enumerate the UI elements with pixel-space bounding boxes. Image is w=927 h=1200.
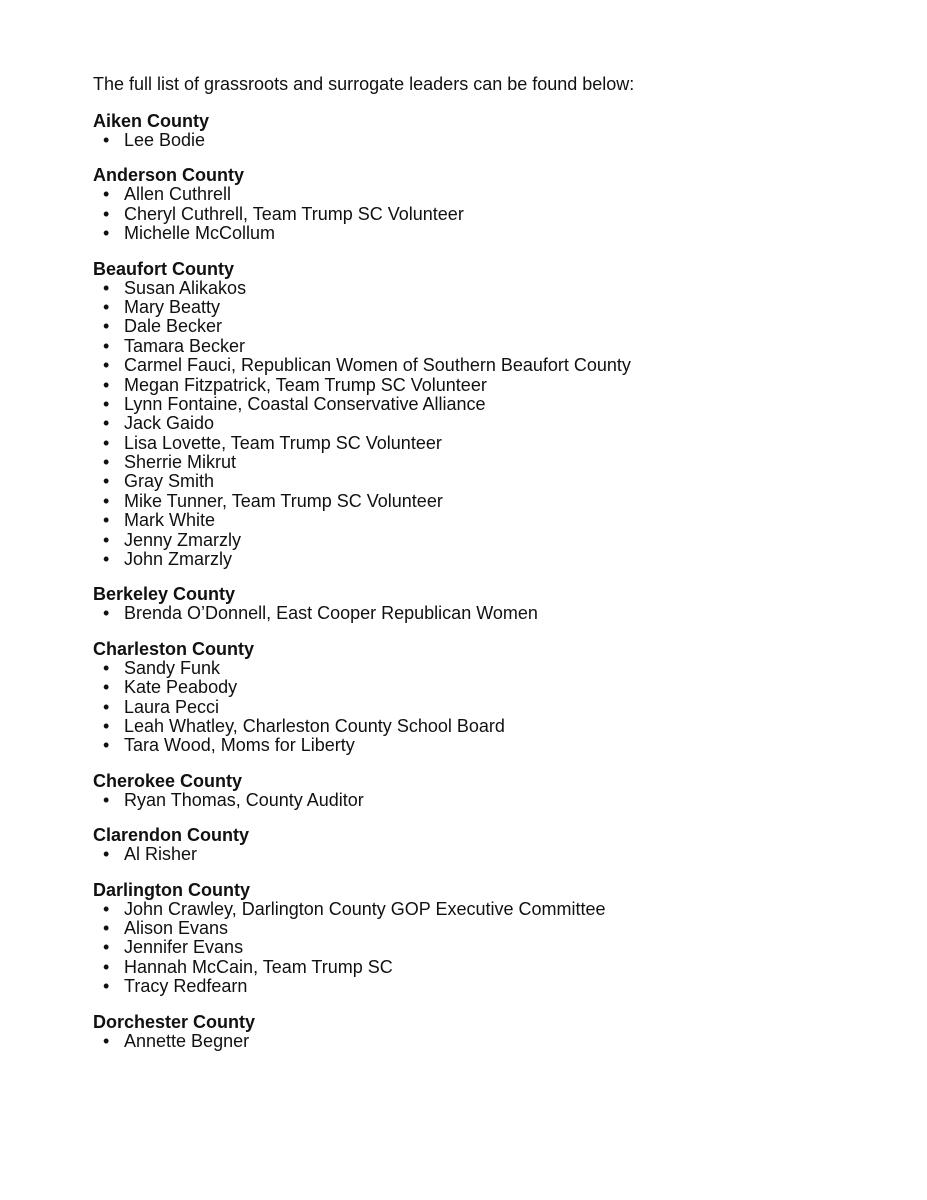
list-item [93,224,893,243]
leader-name: Cheryl Cuthrell, Team Trump SC Volunteer [124,203,464,224]
list-item [93,492,893,511]
bullet-icon: • [103,452,110,473]
list-item [93,317,893,336]
county-section [93,825,893,864]
bullet-icon: • [103,374,110,395]
bullet-icon: • [103,413,110,434]
list-item [93,205,893,224]
list-item [93,717,893,736]
bullet-icon: • [103,937,110,958]
intro-text: The full list of grassroots and surrogate leaders can be found below: [93,74,635,94]
leader-list [93,845,893,864]
leader-list [93,604,893,623]
leader-name: Mike Tunner, Team Trump SC Volunteer [124,490,443,511]
leader-name: Laura Pecci [124,696,220,717]
county-section [93,771,893,810]
county-section [93,111,893,150]
county-heading: Cherokee County [93,770,243,791]
bullet-icon: • [103,529,110,550]
leader-name: Megan Fitzpatrick, Team Trump SC Volunteer [124,374,487,395]
bullet-icon: • [103,393,110,414]
leader-name: John Crawley, Darlington County GOP Executive Committee [124,898,606,919]
county-heading: Dorchester County [93,1011,256,1032]
leader-list [93,131,893,150]
leader-name: Allen Cuthrell [124,184,232,205]
leader-name: Tamara Becker [124,335,246,356]
list-item [93,659,893,678]
leader-list [93,791,893,810]
list-item [93,977,893,996]
bullet-icon: • [103,223,110,244]
bullet-icon: • [103,335,110,356]
bullet-icon: • [103,549,110,570]
leader-name: Leah Whatley, Charleston County School Board [124,715,505,736]
leader-name: Mark White [124,510,216,531]
bullet-icon: • [103,956,110,977]
bullet-icon: • [103,432,110,453]
county-list [93,111,893,1051]
bullet-icon: • [103,510,110,531]
bullet-icon: • [103,184,110,205]
bullet-icon: • [103,277,110,298]
leader-name: Mary Beatty [124,296,221,317]
leader-name: Jack Gaido [124,413,215,434]
bullet-icon: • [103,735,110,756]
list-item [93,919,893,938]
list-item [93,678,893,697]
bullet-icon: • [103,490,110,511]
leader-name: Lisa Lovette, Team Trump SC Volunteer [124,432,442,453]
list-item [93,845,893,864]
list-item [93,395,893,414]
list-item [93,791,893,810]
bullet-icon: • [103,976,110,997]
bullet-icon: • [103,203,110,224]
leader-name: Tara Wood, Moms for Liberty [124,735,355,756]
leader-name: Lee Bodie [124,130,206,150]
bullet-icon: • [103,789,110,810]
leader-name: Kate Peabody [124,677,238,698]
leader-name: Ryan Thomas, County Auditor [124,789,364,810]
leader-list [93,900,893,997]
leader-name: Tracy Redfearn [124,976,248,997]
leader-name: Jennifer Evans [124,937,244,958]
leader-name: Sandy Funk [124,657,221,678]
list-item [93,736,893,755]
leader-list [93,659,893,756]
list-item [93,453,893,472]
bullet-icon: • [103,657,110,678]
county-heading: Anderson County [93,165,244,186]
leader-name: John Zmarzly [124,549,233,570]
bullet-icon: • [103,677,110,698]
bullet-icon: • [103,316,110,337]
county-heading: Aiken County [93,111,210,131]
leader-name: Michelle McCollum [124,223,276,244]
county-heading: Berkeley County [93,584,236,605]
bullet-icon: • [103,296,110,317]
bullet-icon: • [103,898,110,919]
bullet-icon: • [103,130,110,150]
list-item [93,131,893,150]
leader-name: Carmel Fauci, Republican Women of Southern Beaufort County [124,355,631,376]
bullet-icon: • [103,715,110,736]
list-item [93,604,893,623]
bullet-icon: • [103,355,110,376]
leader-name: Susan Alikakos [124,277,247,298]
leader-name: Al Risher [124,844,198,865]
list-item [93,938,893,957]
county-section [93,880,893,997]
county-section [93,584,893,623]
list-item [93,337,893,356]
county-heading: Darlington County [93,879,250,900]
list-item [93,434,893,453]
list-item [93,298,893,317]
bullet-icon: • [103,917,110,938]
list-item [93,511,893,530]
list-item [93,472,893,491]
county-heading: Beaufort County [93,258,234,279]
bullet-icon: • [103,471,110,492]
leader-list [93,1032,893,1051]
list-item [93,900,893,919]
county-heading: Charleston County [93,638,255,659]
leader-name: Dale Becker [124,316,223,337]
list-item [93,279,893,298]
leader-name: Brenda O’Donnell, East Cooper Republican Women [124,603,538,624]
county-section [93,639,893,756]
county-heading: Clarendon County [93,825,249,846]
bullet-icon: • [103,696,110,717]
list-item [93,376,893,395]
leader-list [93,185,893,243]
leader-list [93,279,893,570]
county-section [93,1012,893,1051]
list-item [93,356,893,375]
leader-name: Gray Smith [124,471,215,492]
list-item [93,185,893,204]
leader-name: Alison Evans [124,917,229,938]
leader-name: Jenny Zmarzly [124,529,242,550]
list-item [93,414,893,433]
bullet-icon: • [103,603,110,624]
bullet-icon: • [103,1030,110,1051]
leader-name: Annette Begner [124,1030,250,1051]
leader-name: Lynn Fontaine, Coastal Conservative Alliance [124,393,486,414]
leader-name: Hannah McCain, Team Trump SC [124,956,393,977]
list-item [93,550,893,569]
list-item [93,531,893,550]
document-body [93,72,893,1066]
list-item [93,698,893,717]
bullet-icon: • [103,844,110,865]
county-section [93,165,893,243]
county-section [93,259,893,570]
leader-name: Sherrie Mikrut [124,452,237,473]
list-item [93,1032,893,1051]
list-item [93,958,893,977]
